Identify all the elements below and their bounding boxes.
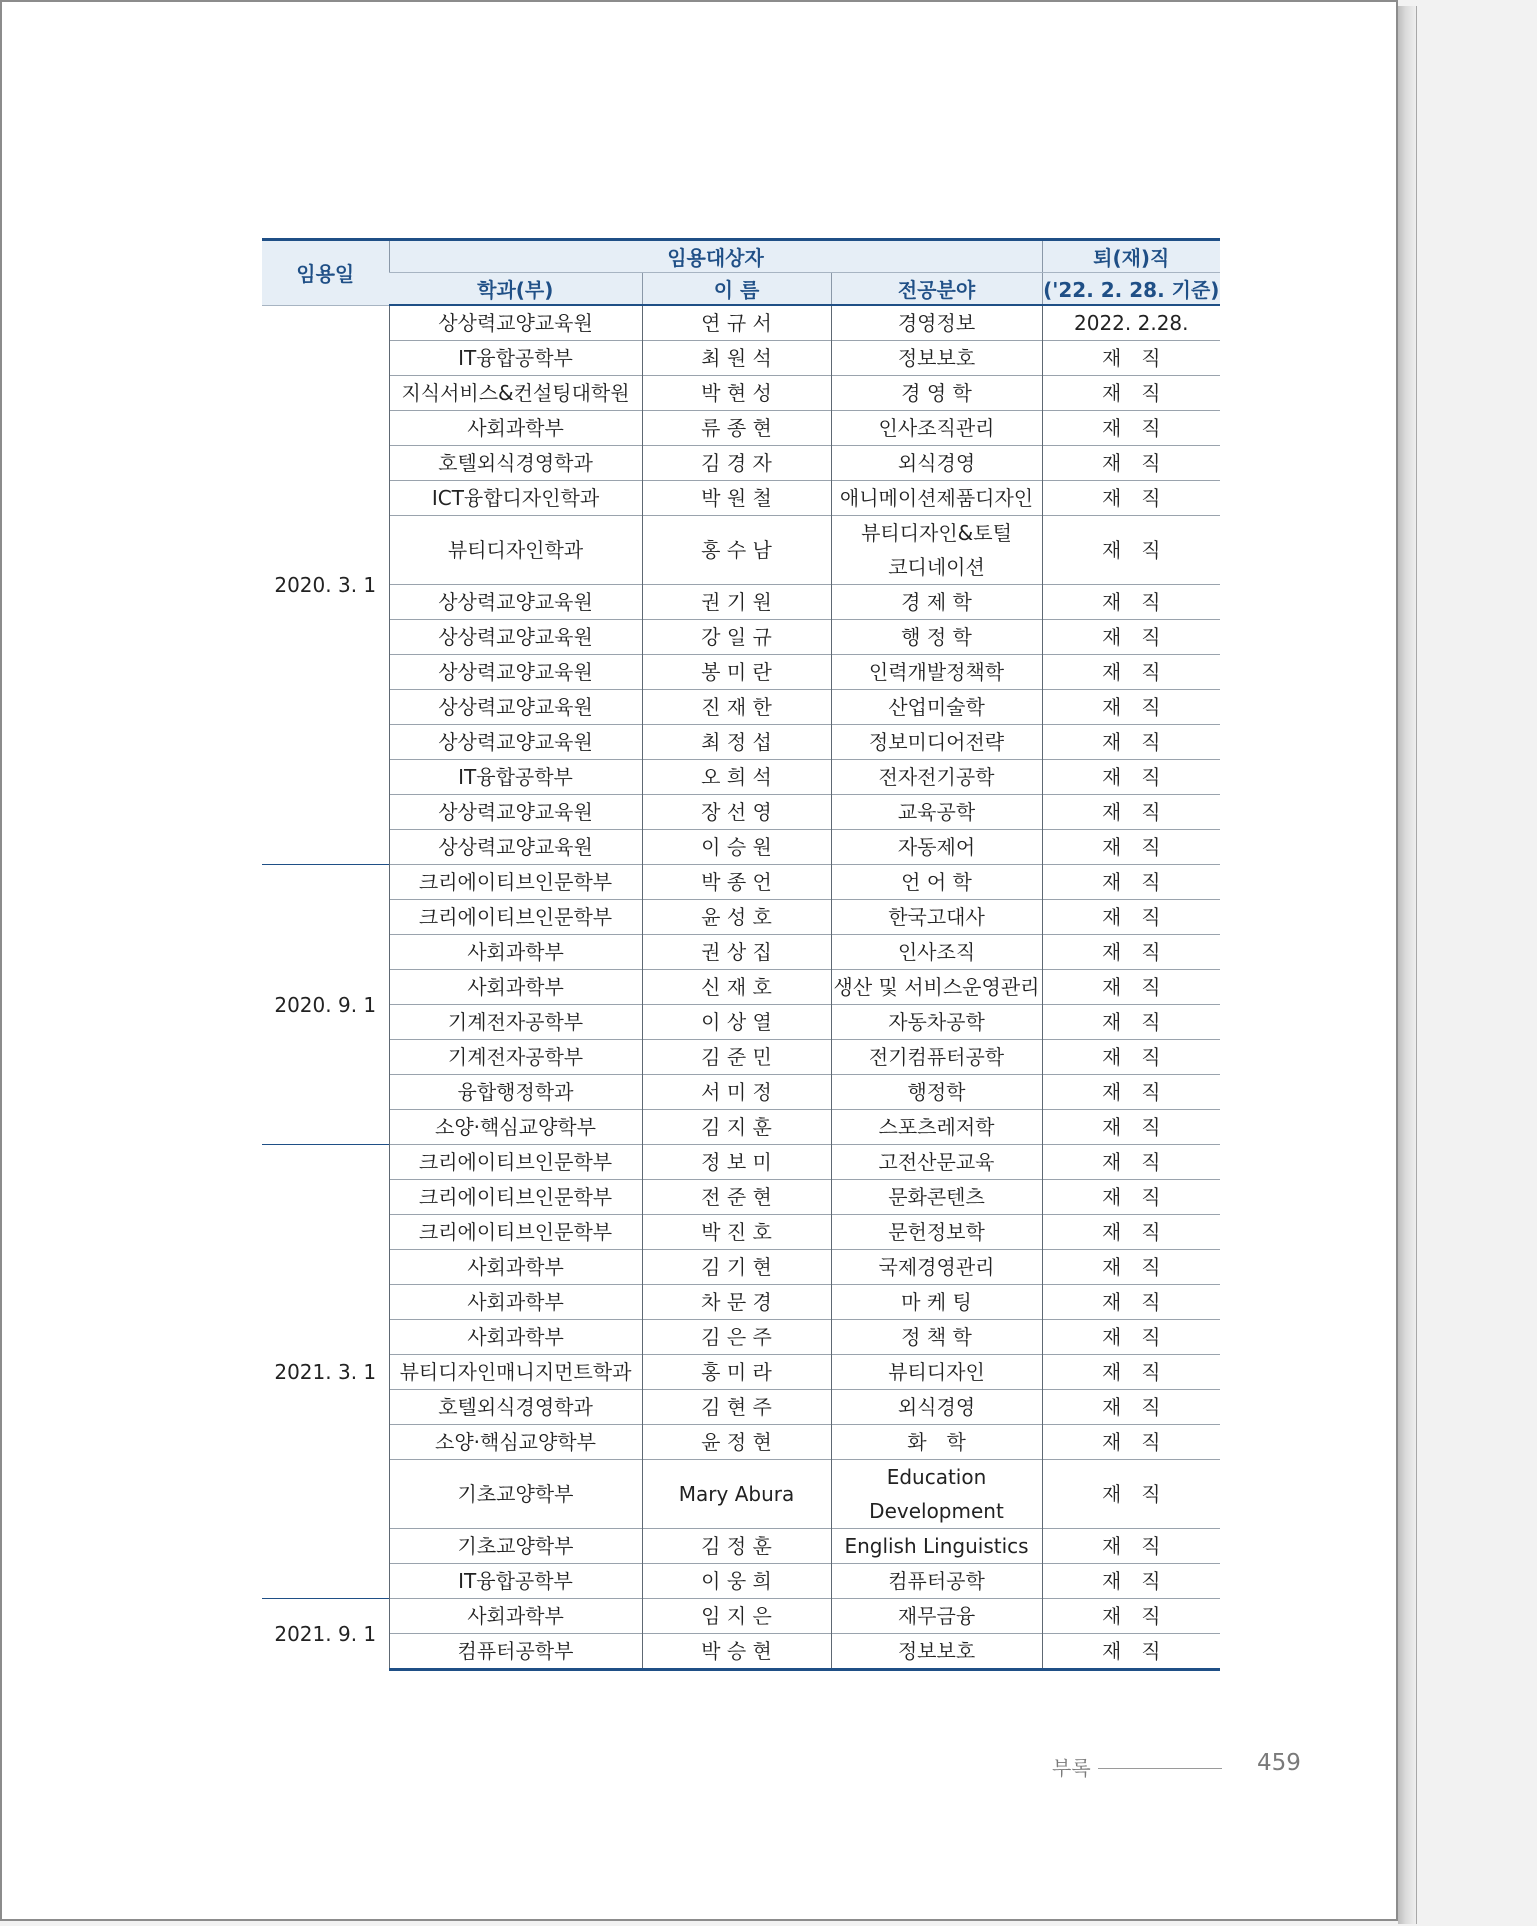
status-cell: 재 직 <box>1042 830 1220 865</box>
department-cell: 크리에이티브인문학부 <box>389 1145 642 1180</box>
name-cell: 이 웅 희 <box>642 1564 831 1599</box>
department-cell: 상상력교양교육원 <box>389 655 642 690</box>
table-row <box>262 1250 1220 1285</box>
name-cell: 박 원 철 <box>642 481 831 516</box>
table-row <box>262 1040 1220 1075</box>
table-row <box>262 1599 1220 1634</box>
name-cell: 최 원 석 <box>642 341 831 376</box>
status-cell: 재 직 <box>1042 1390 1220 1425</box>
name-cell: 신 재 호 <box>642 970 831 1005</box>
header-name: 이 름 <box>642 273 831 306</box>
department-cell: 사회과학부 <box>389 1285 642 1320</box>
major-cell: 생산 및 서비스운영관리 <box>831 970 1042 1005</box>
header-date: 임용일 <box>262 240 389 306</box>
table-row <box>262 411 1220 446</box>
table-row <box>262 1005 1220 1040</box>
department-cell: 사회과학부 <box>389 970 642 1005</box>
department-cell: 크리에이티브인문학부 <box>389 865 642 900</box>
department-cell: 소양·핵심교양학부 <box>389 1110 642 1145</box>
footer-section-label: 부록 <box>1052 1756 1091 1780</box>
major-cell: 정 책 학 <box>831 1320 1042 1355</box>
major-cell: 경 영 학 <box>831 376 1042 411</box>
table-row <box>262 795 1220 830</box>
status-cell: 재 직 <box>1042 725 1220 760</box>
name-cell: 박 종 언 <box>642 865 831 900</box>
status-cell: 재 직 <box>1042 1425 1220 1460</box>
major-cell: 전기컴퓨터공학 <box>831 1040 1042 1075</box>
status-cell: 재 직 <box>1042 376 1220 411</box>
name-cell: 권 기 원 <box>642 585 831 620</box>
table-row <box>262 655 1220 690</box>
table-row <box>262 760 1220 795</box>
table-row <box>262 446 1220 481</box>
name-cell: 전 준 현 <box>642 1180 831 1215</box>
major-cell: 국제경영관리 <box>831 1250 1042 1285</box>
department-cell: 호텔외식경영학과 <box>389 446 642 481</box>
name-cell: 권 상 집 <box>642 935 831 970</box>
appointment-date-cell: 2021. 3. 1 <box>262 1145 389 1599</box>
major-cell: 재무금융 <box>831 1599 1042 1634</box>
status-cell: 재 직 <box>1042 585 1220 620</box>
table-row <box>262 830 1220 865</box>
department-cell: 기계전자공학부 <box>389 1040 642 1075</box>
name-cell: 김 정 훈 <box>642 1529 831 1564</box>
major-cell: 행 정 학 <box>831 620 1042 655</box>
roster-body <box>262 305 1220 1670</box>
status-cell: 재 직 <box>1042 1460 1220 1529</box>
table-row <box>262 620 1220 655</box>
major-cell: 문헌정보학 <box>831 1215 1042 1250</box>
major-text: 뷰티디자인&토털 코디네이션 <box>861 521 1012 579</box>
department-cell: 사회과학부 <box>389 1599 642 1634</box>
major-cell: 한국고대사 <box>831 900 1042 935</box>
status-cell: 재 직 <box>1042 1145 1220 1180</box>
major-cell: 문화콘텐츠 <box>831 1180 1042 1215</box>
department-cell: 크리에이티브인문학부 <box>389 1215 642 1250</box>
name-cell: 차 문 경 <box>642 1285 831 1320</box>
status-cell: 2022. 2.28. <box>1042 305 1220 341</box>
page-edge-shadow <box>1398 6 1417 1924</box>
table-row <box>262 1145 1220 1180</box>
name-cell: Mary Abura <box>642 1460 831 1529</box>
table-row <box>262 1110 1220 1145</box>
footer-rule <box>1098 1768 1222 1769</box>
major-cell: 경 제 학 <box>831 585 1042 620</box>
status-cell: 재 직 <box>1042 1110 1220 1145</box>
table-row <box>262 481 1220 516</box>
major-cell: 뷰티디자인 <box>831 1355 1042 1390</box>
major-cell: 고전산문교육 <box>831 1145 1042 1180</box>
department-cell: 사회과학부 <box>389 411 642 446</box>
table-row <box>262 1285 1220 1320</box>
status-cell: 재 직 <box>1042 795 1220 830</box>
status-cell: 재 직 <box>1042 481 1220 516</box>
status-cell: 재 직 <box>1042 1075 1220 1110</box>
department-cell: 컴퓨터공학부 <box>389 1634 642 1670</box>
major-cell: 정보보호 <box>831 1634 1042 1670</box>
major-cell <box>831 1460 1042 1529</box>
status-cell: 재 직 <box>1042 1355 1220 1390</box>
table-row <box>262 690 1220 725</box>
table-row <box>262 865 1220 900</box>
department-cell: 크리에이티브인문학부 <box>389 900 642 935</box>
department-cell: 융합행정학과 <box>389 1075 642 1110</box>
header-status: 퇴(재)직 <box>1042 240 1220 273</box>
name-cell: 윤 정 현 <box>642 1425 831 1460</box>
department-cell: ICT융합디자인학과 <box>389 481 642 516</box>
table-row <box>262 1634 1220 1670</box>
page-number: 459 <box>1257 1750 1301 1776</box>
name-cell: 홍 미 라 <box>642 1355 831 1390</box>
major-cell: 화 학 <box>831 1425 1042 1460</box>
major-cell: 전자전기공학 <box>831 760 1042 795</box>
department-cell: 뷰티디자인매니지먼트학과 <box>389 1355 642 1390</box>
name-cell: 연 규 서 <box>642 305 831 341</box>
name-cell: 이 상 열 <box>642 1005 831 1040</box>
status-cell: 재 직 <box>1042 516 1220 585</box>
major-cell: 자동제어 <box>831 830 1042 865</box>
name-cell: 박 현 성 <box>642 376 831 411</box>
table-row <box>262 1180 1220 1215</box>
status-cell: 재 직 <box>1042 620 1220 655</box>
name-cell: 오 희 석 <box>642 760 831 795</box>
department-cell: 상상력교양교육원 <box>389 830 642 865</box>
table-row <box>262 1215 1220 1250</box>
name-cell: 박 진 호 <box>642 1215 831 1250</box>
major-text: Education Development <box>869 1465 1004 1523</box>
header-major: 전공분야 <box>831 273 1042 306</box>
status-cell: 재 직 <box>1042 970 1220 1005</box>
name-cell: 정 보 미 <box>642 1145 831 1180</box>
table-row <box>262 1320 1220 1355</box>
status-cell: 재 직 <box>1042 655 1220 690</box>
name-cell: 김 현 주 <box>642 1390 831 1425</box>
department-cell: 사회과학부 <box>389 1320 642 1355</box>
department-cell: 상상력교양교육원 <box>389 725 642 760</box>
name-cell: 이 승 원 <box>642 830 831 865</box>
appointment-date-cell: 2020. 3. 1 <box>274 572 377 597</box>
major-cell: 언 어 학 <box>831 865 1042 900</box>
department-cell: 크리에이티브인문학부 <box>389 1180 642 1215</box>
name-cell: 봉 미 란 <box>642 655 831 690</box>
major-cell: 정보보호 <box>831 341 1042 376</box>
status-cell: 재 직 <box>1042 1529 1220 1564</box>
major-cell <box>831 516 1042 585</box>
name-cell: 김 경 자 <box>642 446 831 481</box>
table-row <box>262 585 1220 620</box>
table-row <box>262 725 1220 760</box>
name-cell: 김 지 훈 <box>642 1110 831 1145</box>
major-cell: 경영정보 <box>831 305 1042 341</box>
status-cell: 재 직 <box>1042 1250 1220 1285</box>
major-cell: 인사조직관리 <box>831 411 1042 446</box>
header-target-group: 임용대상자 <box>389 240 1042 273</box>
major-cell: 인사조직 <box>831 935 1042 970</box>
name-cell: 윤 성 호 <box>642 900 831 935</box>
name-cell: 박 승 현 <box>642 1634 831 1670</box>
status-cell: 재 직 <box>1042 935 1220 970</box>
major-cell: 스포츠레저학 <box>831 1110 1042 1145</box>
name-cell: 김 은 주 <box>642 1320 831 1355</box>
major-cell: 외식경영 <box>831 446 1042 481</box>
department-cell: 기초교양학부 <box>389 1460 642 1529</box>
table-row <box>262 516 1220 585</box>
status-cell: 재 직 <box>1042 1005 1220 1040</box>
table-row <box>262 1355 1220 1390</box>
major-cell: 정보미디어전략 <box>831 725 1042 760</box>
department-cell: 상상력교양교육원 <box>389 305 642 341</box>
department-cell: 호텔외식경영학과 <box>389 1390 642 1425</box>
table-row <box>262 1460 1220 1529</box>
table-row <box>262 935 1220 970</box>
table-row <box>262 970 1220 1005</box>
department-cell: 뷰티디자인학과 <box>389 516 642 585</box>
table-row <box>262 1564 1220 1599</box>
name-cell: 최 정 섭 <box>642 725 831 760</box>
department-cell: 사회과학부 <box>389 1250 642 1285</box>
table-row <box>262 1529 1220 1564</box>
department-cell: 상상력교양교육원 <box>389 690 642 725</box>
major-cell: 행정학 <box>831 1075 1042 1110</box>
status-cell: 재 직 <box>1042 900 1220 935</box>
major-cell: 자동차공학 <box>831 1005 1042 1040</box>
table-row <box>262 305 1220 341</box>
department-cell: 상상력교양교육원 <box>389 795 642 830</box>
name-cell: 임 지 은 <box>642 1599 831 1634</box>
status-cell: 재 직 <box>1042 446 1220 481</box>
table-row <box>262 1425 1220 1460</box>
name-cell: 김 기 현 <box>642 1250 831 1285</box>
name-cell: 홍 수 남 <box>642 516 831 585</box>
name-cell: 류 종 현 <box>642 411 831 446</box>
major-cell: 애니메이션제품디자인 <box>831 481 1042 516</box>
department-cell: 기계전자공학부 <box>389 1005 642 1040</box>
department-cell: 지식서비스&컨설팅대학원 <box>389 376 642 411</box>
department-cell: 기초교양학부 <box>389 1529 642 1564</box>
major-cell: English Linguistics <box>831 1529 1042 1564</box>
status-cell: 재 직 <box>1042 341 1220 376</box>
major-cell: 컴퓨터공학 <box>831 1564 1042 1599</box>
major-cell: 인력개발정책학 <box>831 655 1042 690</box>
table-row <box>262 341 1220 376</box>
table-row <box>262 900 1220 935</box>
appointment-roster-table <box>262 238 1220 1671</box>
name-cell: 강 일 규 <box>642 620 831 655</box>
table-row <box>262 1390 1220 1425</box>
name-cell: 김 준 민 <box>642 1040 831 1075</box>
major-cell: 외식경영 <box>831 1390 1042 1425</box>
status-cell: 재 직 <box>1042 1040 1220 1075</box>
status-cell: 재 직 <box>1042 1215 1220 1250</box>
status-cell: 재 직 <box>1042 1634 1220 1670</box>
name-cell: 장 선 영 <box>642 795 831 830</box>
department-cell: IT융합공학부 <box>389 341 642 376</box>
department-cell: 소양·핵심교양학부 <box>389 1425 642 1460</box>
header-status-basis: ('22. 2. 28. 기준) <box>1042 273 1220 306</box>
status-cell: 재 직 <box>1042 1564 1220 1599</box>
status-cell: 재 직 <box>1042 1320 1220 1355</box>
status-cell: 재 직 <box>1042 1285 1220 1320</box>
appointment-date-cell: 2021. 9. 1 <box>262 1599 389 1670</box>
department-cell: 상상력교양교육원 <box>389 620 642 655</box>
status-cell: 재 직 <box>1042 1599 1220 1634</box>
major-cell: 마 케 팅 <box>831 1285 1042 1320</box>
appointment-date-cell: 2020. 9. 1 <box>262 865 389 1145</box>
major-cell: 산업미술학 <box>831 690 1042 725</box>
status-cell: 재 직 <box>1042 690 1220 725</box>
status-cell: 재 직 <box>1042 411 1220 446</box>
department-cell: IT융합공학부 <box>389 760 642 795</box>
name-cell: 서 미 정 <box>642 1075 831 1110</box>
department-cell: IT융합공학부 <box>389 1564 642 1599</box>
status-cell: 재 직 <box>1042 865 1220 900</box>
department-cell: 상상력교양교육원 <box>389 585 642 620</box>
major-cell: 교육공학 <box>831 795 1042 830</box>
table-row <box>262 1075 1220 1110</box>
name-cell: 진 재 한 <box>642 690 831 725</box>
status-cell: 재 직 <box>1042 1180 1220 1215</box>
status-cell: 재 직 <box>1042 760 1220 795</box>
header-department: 학과(부) <box>389 273 642 306</box>
department-cell: 사회과학부 <box>389 935 642 970</box>
table-row <box>262 376 1220 411</box>
